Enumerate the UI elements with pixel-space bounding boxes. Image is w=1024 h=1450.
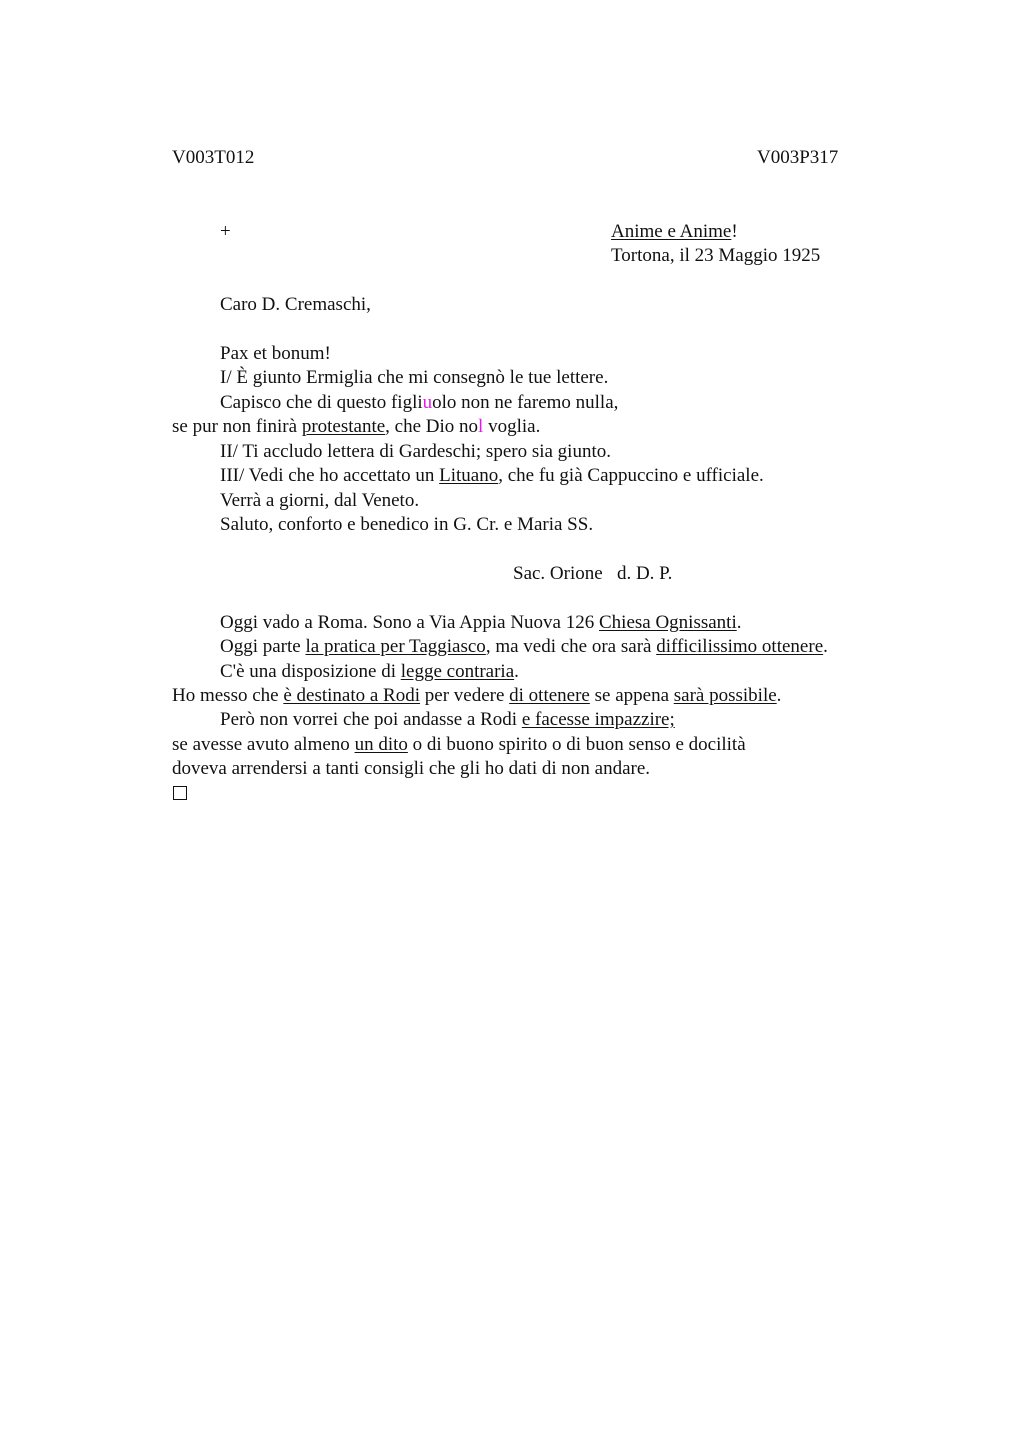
underlined-text: legge contraria xyxy=(400,661,515,682)
body-text: se pur non finirà xyxy=(172,416,302,437)
body-text: o di buono spirito o di buon senso e docilità xyxy=(407,734,746,755)
end-marker-square-icon xyxy=(173,786,187,800)
body-text: Oggi vado a Roma. Sono a Via Appia Nuova 126 xyxy=(220,612,599,633)
underlined-text: e facesse impazzire; xyxy=(521,709,675,730)
body-line-2 xyxy=(220,391,618,415)
motto xyxy=(611,220,738,244)
body-text: , ma vedi che ora sarà xyxy=(485,636,657,657)
postscript-line-1 xyxy=(220,611,742,635)
body-text: se avesse avuto almeno xyxy=(172,734,355,755)
greeting: Pax et bonum! xyxy=(220,343,331,364)
body-text: Però non vorrei che poi andasse a Rodi xyxy=(220,709,522,730)
postscript-line-4 xyxy=(172,684,781,708)
body-text: . xyxy=(514,661,519,682)
signature: Sac. Orione d. D. P. xyxy=(513,563,673,584)
body-line-1: I/ È giunto Ermiglia che mi consegnò le tue lettere. xyxy=(220,367,609,388)
body-text: Capisco che di questo figli xyxy=(220,392,423,413)
postscript-line-5 xyxy=(220,708,675,732)
postscript-line-3 xyxy=(220,660,519,684)
body-text: Oggi parte xyxy=(220,636,306,657)
document-code-right: V003P317 xyxy=(757,147,839,168)
postscript-line-7: doveva arrendersi a tanti consigli che gli ho dati di non andare. xyxy=(172,758,651,779)
body-text: . xyxy=(776,685,782,706)
body-line-6: Verrà a giorni, dal Veneto. xyxy=(220,490,420,511)
document-code-left: V003T012 xyxy=(172,147,255,168)
postscript-line-2 xyxy=(220,635,828,659)
body-line-4: II/ Ti accludo lettera di Gardeschi; spero sia giunto. xyxy=(220,441,611,462)
body-text: per vedere xyxy=(420,685,510,706)
body-text: . xyxy=(823,636,828,657)
body-text: se appena xyxy=(589,685,674,706)
underlined-text: protestante xyxy=(301,416,386,437)
body-text: C'è una disposizione di xyxy=(220,661,401,682)
body-text: III/ Vedi che ho accettato un xyxy=(220,465,440,486)
body-text: , che Dio no xyxy=(385,416,479,437)
body-text: olo non ne faremo nulla, xyxy=(432,392,619,413)
underlined-text: difficilissimo ottenere xyxy=(656,636,824,657)
underlined-text: Lituano xyxy=(439,465,499,486)
underlined-text: di ottenere xyxy=(509,685,590,706)
underlined-text: un dito xyxy=(354,734,408,755)
body-line-7: Saluto, conforto e benedico in G. Cr. e Maria SS. xyxy=(220,514,594,535)
salutation: Caro D. Cremaschi, xyxy=(220,294,371,315)
place-date: Tortona, il 23 Maggio 1925 xyxy=(611,245,821,266)
underlined-text: sarà possibile xyxy=(673,685,777,706)
body-text: . xyxy=(736,612,742,633)
underlined-text: è destinato a Rodi xyxy=(283,685,421,706)
body-text: voglia. xyxy=(483,416,541,437)
body-text: , che fu già Cappuccino e ufficiale. xyxy=(498,465,764,486)
body-line-3 xyxy=(172,415,540,439)
motto-tail: ! xyxy=(731,221,738,242)
body-text: Ho messo che xyxy=(172,685,284,706)
correction-mark: l xyxy=(478,416,484,437)
body-line-5 xyxy=(220,464,764,488)
motto-underlined: Anime e Anime xyxy=(611,221,732,242)
postscript-line-6 xyxy=(172,733,746,757)
correction-mark: u xyxy=(422,392,433,413)
underlined-text: la pratica per Taggiasco xyxy=(305,636,486,657)
underlined-text: Chiesa Ognissanti xyxy=(599,612,737,633)
cross-symbol: + xyxy=(220,221,231,242)
